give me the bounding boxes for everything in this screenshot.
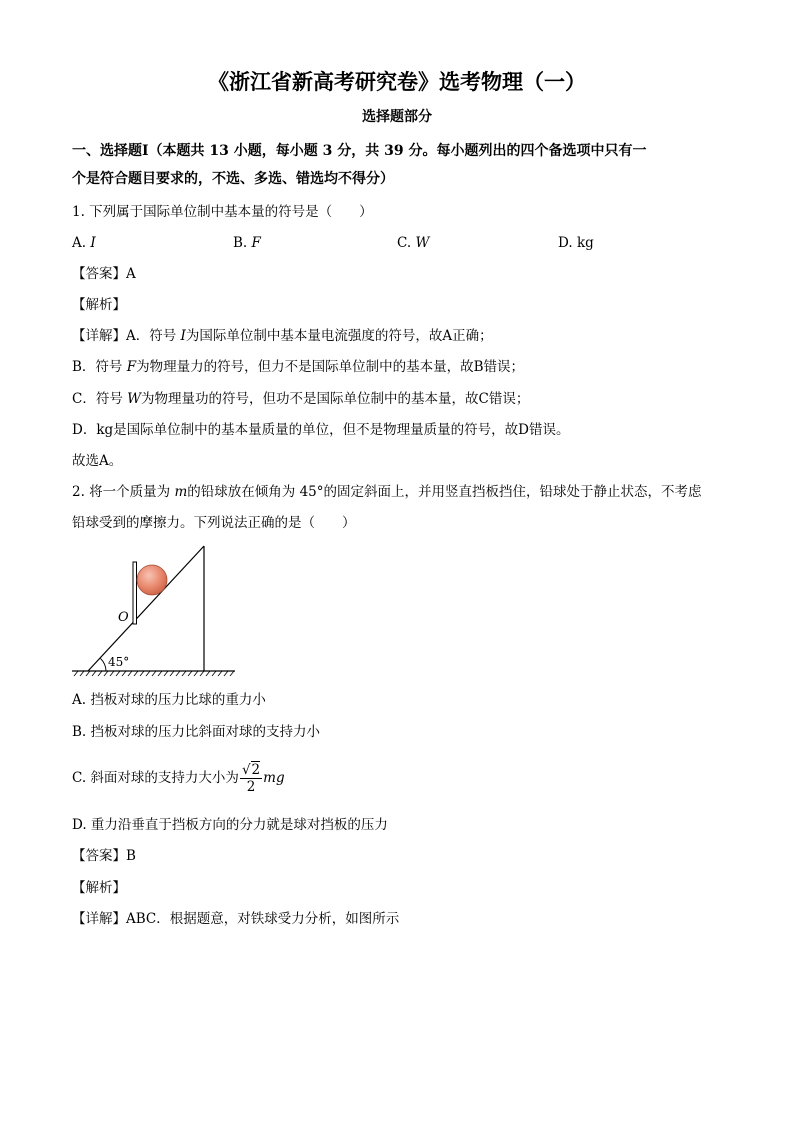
- angle-label: 45°: [108, 655, 130, 669]
- q2-option-d: D. 重力沿垂直于挡板方向的分力就是球对挡板的压力: [72, 817, 388, 833]
- q1-option-c: [397, 234, 429, 252]
- q2-option-c: [72, 760, 285, 800]
- q2-stem-sym: m: [174, 484, 188, 500]
- q1-option-a: [72, 234, 96, 252]
- q2-stem-post: 的铅球放在倾角为 45°的固定斜面上，并用竖直挡板挡住，铅球处于静止状态，不考虑: [187, 484, 702, 500]
- q2-stem-pre: 2. 将一个质量为: [72, 484, 175, 500]
- q1-detail-c: [72, 390, 529, 408]
- incline-surface: [88, 546, 204, 671]
- fraction-numerator: √2: [241, 762, 261, 778]
- q1-option-a-value: I: [90, 235, 96, 251]
- incline-figure: [70, 540, 240, 680]
- q1-option-d: [558, 234, 594, 252]
- section-title: 选择题部分: [362, 109, 432, 125]
- part-heading-line1: 一、选择题Ⅰ（本题共 13 小题，每小题 3 分，共 39 分。每小题列出的四个备选项中只有一: [72, 143, 647, 159]
- q1-option-b: [233, 234, 261, 252]
- q1-detail-a-sym: I: [180, 328, 186, 344]
- q1-detail-b: [72, 358, 524, 376]
- q1-detail-c-post: 为物理量功的符号，但功不是国际单位制中的基本量，故C错误；: [141, 391, 530, 407]
- q1-option-b-label: B.: [233, 235, 252, 251]
- q1-option-b-value: F: [251, 235, 261, 251]
- q2-option-b: B. 挡板对球的压力比斜面对球的支持力小: [72, 724, 321, 740]
- vertical-board: [133, 562, 137, 624]
- point-label-o: O: [118, 610, 129, 625]
- page-title: 《浙江省新高考研究卷》选考物理（一）: [208, 69, 586, 94]
- lead-ball: [137, 565, 167, 595]
- q1-option-a-label: A.: [72, 235, 91, 251]
- angle-arc: [101, 659, 107, 672]
- q2-option-a: A. 挡板对球的压力比球的重力小: [72, 692, 266, 708]
- q1-detail-a: [72, 327, 493, 345]
- q2-option-c-pre: C. 斜面对球的支持力大小为: [72, 770, 239, 786]
- q1-analysis: 【解析】: [72, 297, 126, 313]
- q1-detail-d: [72, 421, 569, 439]
- q2-stem-line1: [72, 483, 702, 501]
- q2-detail: 【详解】ABC．根据题意，对铁球受力分析，如图所示: [72, 911, 400, 927]
- q1-option-d-value: kg: [576, 235, 594, 251]
- q1-answer: 【答案】A: [72, 266, 136, 282]
- q1-conclusion: 故选A。: [72, 453, 123, 469]
- q1-detail-b-post: 为物理量力的符号，但力不是国际单位制中的基本量，故B错误；: [136, 359, 525, 375]
- q2-answer: 【答案】B: [72, 848, 136, 864]
- q1-stem: 1. 下列属于国际单位制中基本量的符号是（ ）: [72, 204, 373, 220]
- part-heading-line2: 个是符合题目要求的，不选、多选、错选均不得分）: [72, 171, 394, 187]
- sqrt-value: 2: [251, 762, 261, 778]
- q1-option-d-label: D.: [558, 235, 577, 251]
- fraction-sqrt2-over-2: [240, 762, 262, 795]
- q1-detail-a-post: 为国际单位制中基本量电流强度的符号，故A正确；: [185, 328, 493, 344]
- ground-hatching: [74, 671, 234, 676]
- q1-option-c-label: C.: [397, 235, 416, 251]
- q2-option-c-post: mg: [263, 770, 285, 786]
- q2-analysis: 【解析】: [72, 880, 126, 896]
- q1-detail-b-pre: B．符号: [72, 359, 127, 375]
- q1-detail-c-sym: W: [127, 391, 142, 407]
- q1-option-c-value: W: [415, 235, 430, 251]
- q1-detail-b-sym: F: [126, 359, 137, 375]
- q1-detail-c-pre: C．符号: [72, 391, 128, 407]
- q2-stem-line2: 铅球受到的摩擦力。下列说法正确的是（ ）: [72, 515, 356, 531]
- q1-detail-d-pre: D．kg是国际单位制中的基本量质量的单位，但不是物理量质量的符号，故D错误。: [72, 422, 570, 438]
- fraction-denominator: 2: [246, 779, 256, 795]
- q1-detail-a-pre: 【详解】A．符号: [72, 328, 181, 344]
